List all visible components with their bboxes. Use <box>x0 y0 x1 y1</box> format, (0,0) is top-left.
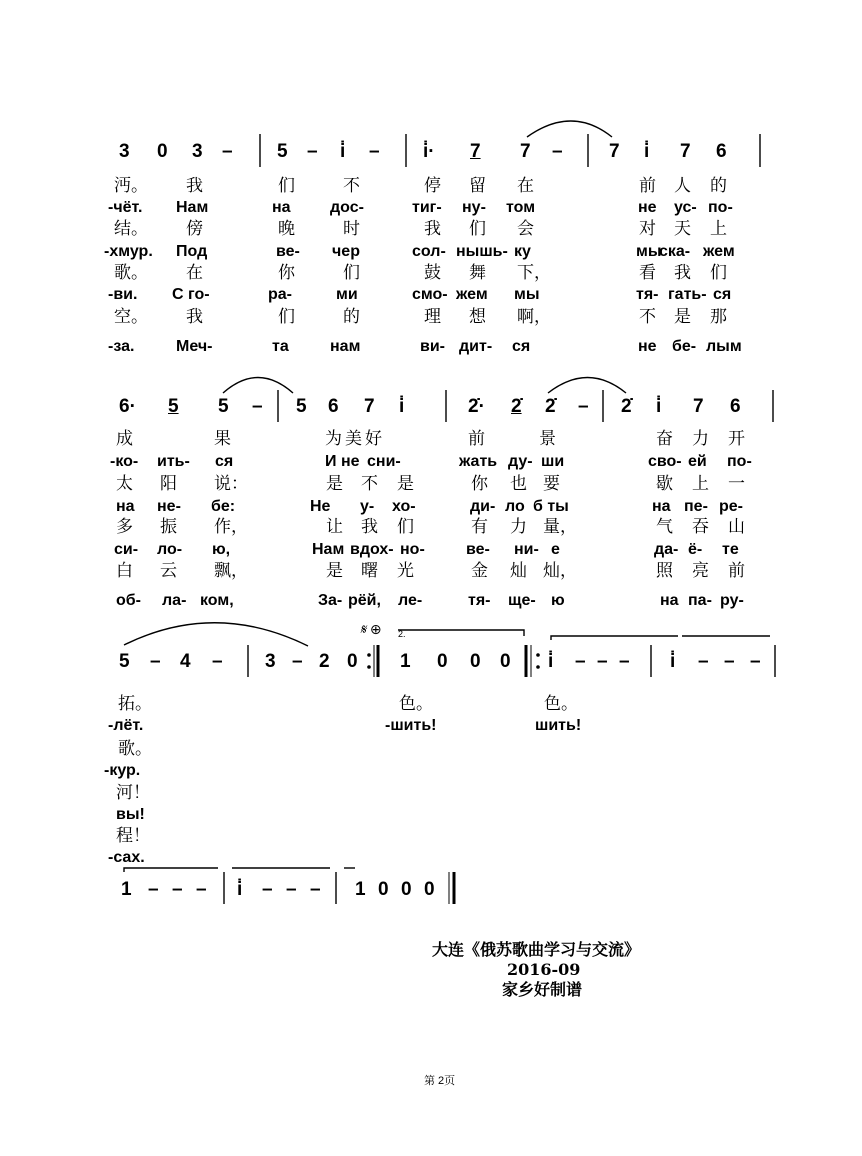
lyric: на <box>652 498 671 515</box>
lyric: ще- <box>508 592 536 609</box>
lyric: -кур. <box>104 762 141 779</box>
lyric: 山 <box>728 517 745 536</box>
note: 0 <box>401 879 412 900</box>
note: 0 <box>347 651 358 672</box>
credit-line-1: 大连《俄苏歌曲学习与交流》 <box>432 940 641 959</box>
lyric: нам <box>330 338 361 355</box>
lyric: 是 <box>326 561 343 580</box>
lyric: мы <box>636 243 662 260</box>
lyric: 太 <box>116 474 133 493</box>
lyric: по- <box>727 453 752 470</box>
note: 5 <box>218 396 229 417</box>
lyric: ку <box>514 243 531 260</box>
note: 2̇ <box>621 396 632 417</box>
note: i̇ <box>548 651 554 672</box>
slur <box>223 378 293 394</box>
lyric: сво- <box>648 453 682 470</box>
lyric: ру- <box>720 592 744 609</box>
lyric: 沔。 <box>114 176 148 195</box>
note: – <box>252 396 263 417</box>
lyric: ле- <box>398 592 423 609</box>
note: 1 <box>400 651 411 672</box>
segno-coda-mark: 𝄋 ⊕ <box>360 621 382 637</box>
lyric: 灿 <box>510 561 527 580</box>
lyric: 力 <box>510 517 527 536</box>
lyric: 那 <box>710 307 727 326</box>
lyric: 有 <box>471 517 488 536</box>
note: – <box>286 879 297 900</box>
lyric: 留 <box>469 176 486 195</box>
lyric: Не <box>310 498 331 515</box>
lyric: 气 <box>656 517 673 536</box>
note: 7 <box>520 141 531 162</box>
lyric: ну- <box>462 199 486 216</box>
lyric: 光 <box>397 561 414 580</box>
lyric: 景 <box>539 429 556 448</box>
credit-line-3: 家乡好制谱 <box>502 980 583 999</box>
note: – <box>307 141 318 162</box>
lyric: 曙 <box>361 561 378 580</box>
note: – <box>724 651 735 672</box>
lyric: 你 <box>278 263 295 282</box>
lyric: 在 <box>186 263 203 282</box>
note: 4 <box>180 651 191 672</box>
lyric: 歌。 <box>114 263 148 282</box>
note: i̇ <box>656 396 662 417</box>
lyric: та <box>272 338 289 355</box>
note: 0 <box>437 651 448 672</box>
note: – <box>578 396 589 417</box>
lyric: жать <box>459 453 498 470</box>
lyric: 晚 <box>278 219 295 238</box>
lyric: ди- <box>470 498 496 515</box>
lyric: 你 <box>471 474 488 493</box>
lyric: нышь- <box>456 243 508 260</box>
lyric: 为 <box>325 429 342 448</box>
note: – <box>150 651 161 672</box>
lyric: 鼓 <box>424 263 441 282</box>
lyric: 的 <box>710 176 727 195</box>
lyric: 金 <box>471 561 488 580</box>
note: – <box>196 879 207 900</box>
lyric: сол- <box>412 243 446 260</box>
lyric: -хмур. <box>104 243 153 260</box>
note: 6 <box>328 396 339 417</box>
lyric: том <box>506 199 536 216</box>
lyric: у- <box>360 498 375 515</box>
lyric: сни- <box>367 453 401 470</box>
repeat-dot <box>536 665 540 669</box>
lyric: 我 <box>424 219 441 238</box>
note: 3 <box>265 651 276 672</box>
lyric: 不 <box>361 474 378 493</box>
note: 0 <box>470 651 481 672</box>
lyric: 是 <box>326 474 343 493</box>
lyric: 天 <box>674 219 691 238</box>
volta-number: 2. <box>398 629 406 639</box>
lyric: дит- <box>459 338 493 355</box>
note: i̇ <box>237 879 243 900</box>
lyric: 照 <box>656 561 673 580</box>
note: – <box>619 651 630 672</box>
note: 1 <box>355 879 366 900</box>
lyric: не- <box>157 498 181 515</box>
lyric: тиг- <box>412 199 442 216</box>
tie <box>551 636 678 640</box>
lyric: 不 <box>343 176 360 195</box>
lyric: 对 <box>639 219 656 238</box>
lyric: 我 <box>186 176 203 195</box>
lyric: ся <box>215 453 234 470</box>
note: i̇· <box>423 141 435 162</box>
note: – <box>262 879 273 900</box>
lyric: 一 <box>728 474 745 493</box>
tie <box>124 868 218 872</box>
lyric: пе- <box>684 498 708 515</box>
lyric: те <box>722 541 739 558</box>
note: 6 <box>730 396 741 417</box>
lyric: Меч- <box>176 338 213 355</box>
lyric: лым <box>706 338 742 355</box>
lyric: на <box>660 592 679 609</box>
lyric: е <box>551 541 560 558</box>
lyric: 飘， <box>214 561 248 580</box>
note: 7 <box>470 141 481 162</box>
note: i̇ <box>399 396 405 417</box>
lyric: 白 <box>116 561 133 580</box>
lyric: За- <box>318 592 343 609</box>
lyric: -сах. <box>108 849 145 866</box>
lyric: 成 <box>116 429 133 448</box>
lyric: С го- <box>172 286 210 303</box>
note: – <box>552 141 563 162</box>
lyric: 是 <box>397 474 414 493</box>
lyric: 开 <box>728 429 745 448</box>
credit-line-2: 2016-09 <box>507 960 581 979</box>
repeat-dot <box>536 653 540 657</box>
lyric: 果 <box>214 429 231 448</box>
lyric: 啊， <box>517 307 551 326</box>
note: – <box>750 651 761 672</box>
note: 2̇· <box>468 396 485 417</box>
lyric: -ко- <box>110 453 139 470</box>
lyric: 是 <box>674 307 691 326</box>
lyric: 想 <box>469 307 486 326</box>
lyric: тя- <box>636 286 659 303</box>
lyric: 的 <box>343 307 360 326</box>
lyric: -за. <box>108 338 135 355</box>
lyric: тя- <box>468 592 491 609</box>
lyric: не <box>638 338 657 355</box>
lyric: б ты <box>533 498 569 515</box>
lyric: ю, <box>212 541 231 558</box>
repeat-dot <box>367 653 371 657</box>
lyric: жем <box>456 286 488 303</box>
note: – <box>222 141 233 162</box>
note: 7 <box>680 141 691 162</box>
lyric: 振 <box>160 517 177 536</box>
lyric: 舞 <box>469 263 486 282</box>
lyric: 力 <box>692 429 709 448</box>
lyric: 停 <box>424 176 441 195</box>
lyric: ве- <box>466 541 490 558</box>
lyric: 上 <box>710 219 727 238</box>
note: 5 <box>168 396 179 417</box>
volta-bracket <box>398 630 524 636</box>
note: 5 <box>296 396 307 417</box>
lyric: шить! <box>535 717 582 734</box>
note: – <box>292 651 303 672</box>
lyric: ло <box>505 498 525 515</box>
lyric: не <box>341 453 360 470</box>
note: 5 <box>119 651 130 672</box>
lyric: вдох- <box>350 541 394 558</box>
lyric: 前 <box>639 176 656 195</box>
lyric: ре- <box>719 498 743 515</box>
lyric: дос- <box>330 199 364 216</box>
lyric: 也 <box>510 474 527 493</box>
lyric: ду- <box>508 453 533 470</box>
lyric: 时 <box>343 219 360 238</box>
note: 0 <box>424 879 435 900</box>
lyric: си- <box>114 541 139 558</box>
lyric: ве- <box>276 243 300 260</box>
lyric: ком, <box>200 592 234 609</box>
lyric: 好 <box>365 429 382 448</box>
lyric: -лёт. <box>108 717 144 734</box>
lyric: хо- <box>392 498 416 515</box>
lyric: 我 <box>186 307 203 326</box>
lyric: ся <box>713 286 732 303</box>
lyric: бе- <box>672 338 697 355</box>
lyric: ла- <box>162 592 187 609</box>
lyric: 歌。 <box>118 739 152 758</box>
note: 6 <box>716 141 727 162</box>
slur <box>124 623 308 646</box>
note: 5 <box>277 141 288 162</box>
lyric: 不 <box>639 307 656 326</box>
note: 7 <box>609 141 620 162</box>
note: – <box>698 651 709 672</box>
lyric: 吞 <box>692 517 709 536</box>
lyric: на <box>116 498 135 515</box>
lyric: мы <box>514 286 540 303</box>
lyric: Нам <box>176 199 209 216</box>
note: – <box>575 651 586 672</box>
lyric: да- <box>654 541 679 558</box>
lyric: 河！ <box>116 783 150 802</box>
lyric: ми <box>336 286 358 303</box>
note: – <box>148 879 159 900</box>
note: 3 <box>119 141 130 162</box>
lyric: ни- <box>514 541 539 558</box>
lyric: 云 <box>160 561 177 580</box>
note: 3 <box>192 141 203 162</box>
lyric: ши <box>541 453 565 470</box>
slur <box>527 121 612 137</box>
lyric: 说： <box>214 474 248 493</box>
lyric: 傍 <box>186 219 203 238</box>
note: 7 <box>693 396 704 417</box>
lyric: И <box>325 453 337 470</box>
note: – <box>369 141 380 162</box>
lyric: гать- <box>668 286 707 303</box>
note: – <box>212 651 223 672</box>
note: 6· <box>119 396 136 417</box>
lyric: 色。 <box>544 694 578 713</box>
lyric: 奋 <box>656 429 673 448</box>
lyric: 阳 <box>160 474 177 493</box>
lyric: 们 <box>343 263 360 282</box>
lyric: 们 <box>397 517 414 536</box>
lyric: ся <box>512 338 531 355</box>
lyric: 亮 <box>692 561 709 580</box>
lyric: 我 <box>674 263 691 282</box>
lyric: 们 <box>469 219 486 238</box>
note: 0 <box>157 141 168 162</box>
repeat-dot <box>367 665 371 669</box>
lyric: 灿， <box>543 561 577 580</box>
lyric: об- <box>116 592 141 609</box>
lyric: 多 <box>116 517 133 536</box>
lyric: на <box>272 199 291 216</box>
lyric: 们 <box>710 263 727 282</box>
lyric: 空。 <box>114 307 148 326</box>
lyric: 前 <box>468 429 485 448</box>
lyric: смо- <box>412 286 448 303</box>
lyric: 看 <box>639 263 656 282</box>
lyric: 歇 <box>656 474 673 493</box>
lyric: ей <box>688 453 707 470</box>
note: 1 <box>121 879 132 900</box>
lyric: 们 <box>278 307 295 326</box>
lyric: 要 <box>543 474 560 493</box>
note: 2̇ <box>511 396 522 417</box>
lyric: ра- <box>268 286 292 303</box>
lyric: 在 <box>517 176 534 195</box>
lyric: 美 <box>345 429 362 448</box>
note: – <box>310 879 321 900</box>
lyric: ло- <box>157 541 183 558</box>
lyric: по- <box>708 199 733 216</box>
lyric: но- <box>400 541 425 558</box>
lyric: -чёт. <box>108 199 143 216</box>
lyric: 上 <box>692 474 709 493</box>
lyric: 色。 <box>399 694 433 713</box>
lyric: ви- <box>420 338 445 355</box>
lyric: 下， <box>517 263 551 282</box>
lyric: 程！ <box>116 826 150 845</box>
note: 2 <box>319 651 330 672</box>
lyric: ю <box>551 592 565 609</box>
lyric: 人 <box>674 176 691 195</box>
note: i̇ <box>644 141 650 162</box>
lyric: бе: <box>211 498 236 515</box>
page-number: 第 2页 <box>424 1075 456 1087</box>
note: – <box>597 651 608 672</box>
lyric: 作， <box>214 517 248 536</box>
lyric: ить- <box>157 453 190 470</box>
lyric: ё- <box>688 541 703 558</box>
lyric: Нам <box>312 541 345 558</box>
note: 0 <box>500 651 511 672</box>
lyric: чер <box>332 243 360 260</box>
lyric: 们 <box>278 176 295 195</box>
note: i̇ <box>340 141 346 162</box>
lyric: 结。 <box>114 219 148 238</box>
lyric: ус- <box>674 199 697 216</box>
lyric: 让 <box>326 517 343 536</box>
lyric: 量， <box>543 517 577 536</box>
note: 7 <box>364 396 375 417</box>
lyric: 前 <box>728 561 745 580</box>
lyric: 拓。 <box>118 694 152 713</box>
slur <box>548 378 626 394</box>
note: – <box>172 879 183 900</box>
lyric: вы! <box>116 806 145 823</box>
lyric: ска- <box>659 243 691 260</box>
lyric: 会 <box>517 219 534 238</box>
lyric: 理 <box>424 307 441 326</box>
lyric: 我 <box>361 517 378 536</box>
note: i̇ <box>670 651 676 672</box>
lyric: -шить! <box>385 717 437 734</box>
lyric: рёй, <box>348 592 381 609</box>
note: 0 <box>378 879 389 900</box>
lyric: -ви. <box>108 286 138 303</box>
lyric: Под <box>176 243 208 260</box>
lyric: не <box>638 199 657 216</box>
lyric: жем <box>703 243 735 260</box>
lyric: па- <box>688 592 712 609</box>
note: 2̇ <box>545 396 556 417</box>
